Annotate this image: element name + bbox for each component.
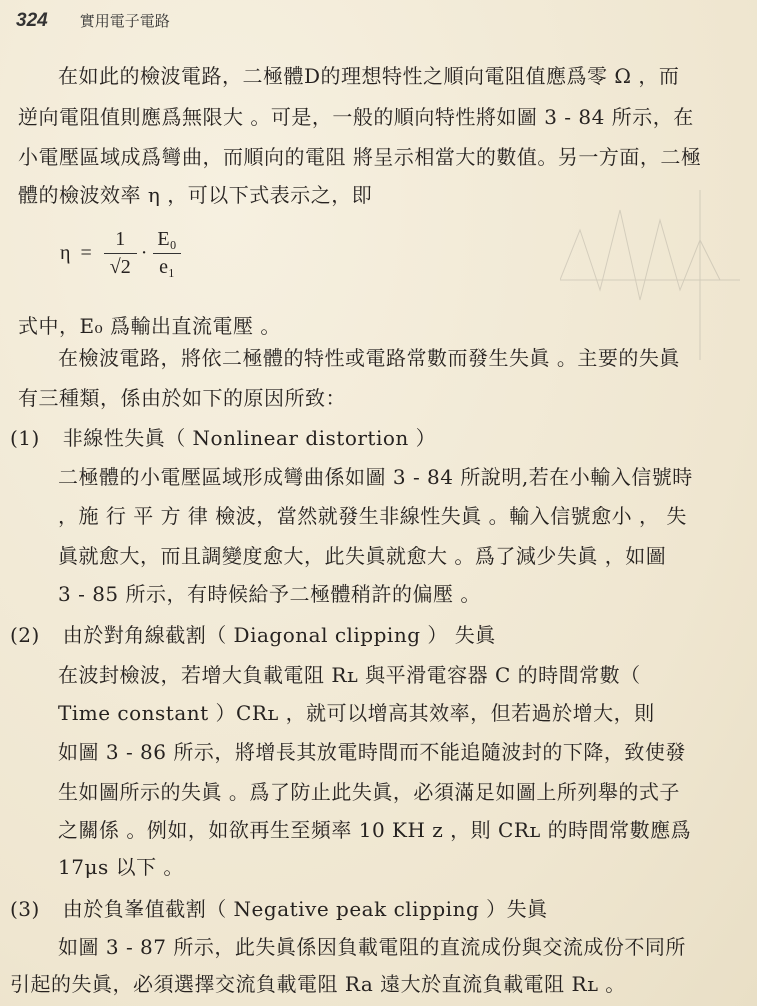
paragraph-2: 式中，E₀ 爲輸出直流電壓 。 (18, 314, 281, 338)
item-1-line-2: ，施 行 平 方 律 檢波，當然就發生非線性失眞 。輸入信號愈小 ， 失 (58, 504, 687, 528)
formula-fraction-1 (104, 228, 137, 279)
item-2-line-3: 如圖 3 - 86 所示，將增長其放電時間而不能追隨波封的下降，致使發 (58, 740, 686, 764)
formula-numerator-2: E₀ (157, 228, 177, 250)
item-3-line-2: 引起的失眞，必須選擇交流負載電阻 Ra 遠大於直流負載電阻 Rʟ 。 (10, 972, 626, 996)
page-header (16, 10, 170, 32)
formula-dot: · (140, 242, 148, 264)
show-through-figure (560, 190, 740, 360)
paragraph-1-line-4: 體的檢波效率 η ，可以下式表示之，即 (18, 183, 373, 207)
item-2-line-2: Time constant ）CRʟ ，就可以增高其效率，但若過於增大，則 (58, 701, 655, 725)
item-1-heading (10, 424, 436, 452)
formula-denominator-2: e₁ (153, 253, 181, 279)
paragraph-3-line-1: 在檢波電路，將依二極體的特性或電路常數而發生失眞 。主要的失眞 (58, 346, 680, 370)
item-1-line-1: 二極體的小電壓區域形成彎曲係如圖 3 - 84 所說明,若在小輸入信號時 (58, 465, 693, 489)
item-2-line-5: 之關係 。例如，如欲再生至頻率 10 KH z ，則 CRʟ 的時間常數應爲 (58, 818, 692, 842)
formula-denominator-1: √2 (104, 253, 137, 279)
item-3-line-1: 如圖 3 - 87 所示，此失眞係因負載電阻的直流成份與交流成份不同所 (58, 935, 686, 959)
item-1-title: 非線性失眞（ Nonlinear distortion ） (62, 426, 437, 450)
item-1-line-3: 眞就愈大，而且調變度愈大，此失眞就愈大 。爲了減少失眞 ，如圖 (58, 544, 667, 568)
formula-eta: η (60, 242, 71, 264)
formula-fraction-2 (151, 228, 182, 279)
paragraph-1-line-1: 在如此的檢波電路，二極體D的理想特性之順向電阻值應爲零 Ω ，而 (58, 64, 680, 88)
item-2-line-4: 生如圖所示的失眞 。爲了防止此失眞，必須滿足如圖上所列舉的式子 (58, 780, 680, 804)
item-2-line-6: 17μs 以下 。 (58, 855, 184, 879)
item-2-marker: (2) (10, 623, 40, 647)
formula-equals: = (80, 242, 92, 264)
item-3-heading (10, 895, 548, 923)
page-number: 324 (16, 10, 48, 31)
item-3-title: 由於負峯值截割（ Negative peak clipping ）失眞 (62, 897, 548, 921)
paragraph-1-line-3: 小電壓區域成爲彎曲，而順向的電阻 將呈示相當大的數值。另一方面，二極 (18, 145, 702, 169)
running-title: 實用電子電路 (79, 12, 170, 30)
paragraph-3-line-2: 有三種類，係由於如下的原因所致： (18, 386, 346, 410)
formula-numerator-1: 1 (115, 228, 126, 250)
efficiency-formula (60, 228, 185, 279)
item-3-marker: (3) (10, 897, 40, 921)
item-2-line-1: 在波封檢波，若增大負載電阻 Rʟ 與平滑電容器 C 的時間常數（ (58, 663, 641, 687)
item-2-heading (10, 621, 496, 649)
paragraph-1-line-2: 逆向電阻值則應爲無限大 。可是，一般的順向特性將如圖 3 - 84 所示，在 (18, 105, 694, 129)
item-1-line-4: 3 - 85 所示，有時候給予二極體稍許的偏壓 。 (58, 582, 481, 606)
item-1-marker: (1) (10, 426, 40, 450)
item-2-title: 由於對角線截割（ Diagonal clipping ） 失眞 (62, 623, 496, 647)
